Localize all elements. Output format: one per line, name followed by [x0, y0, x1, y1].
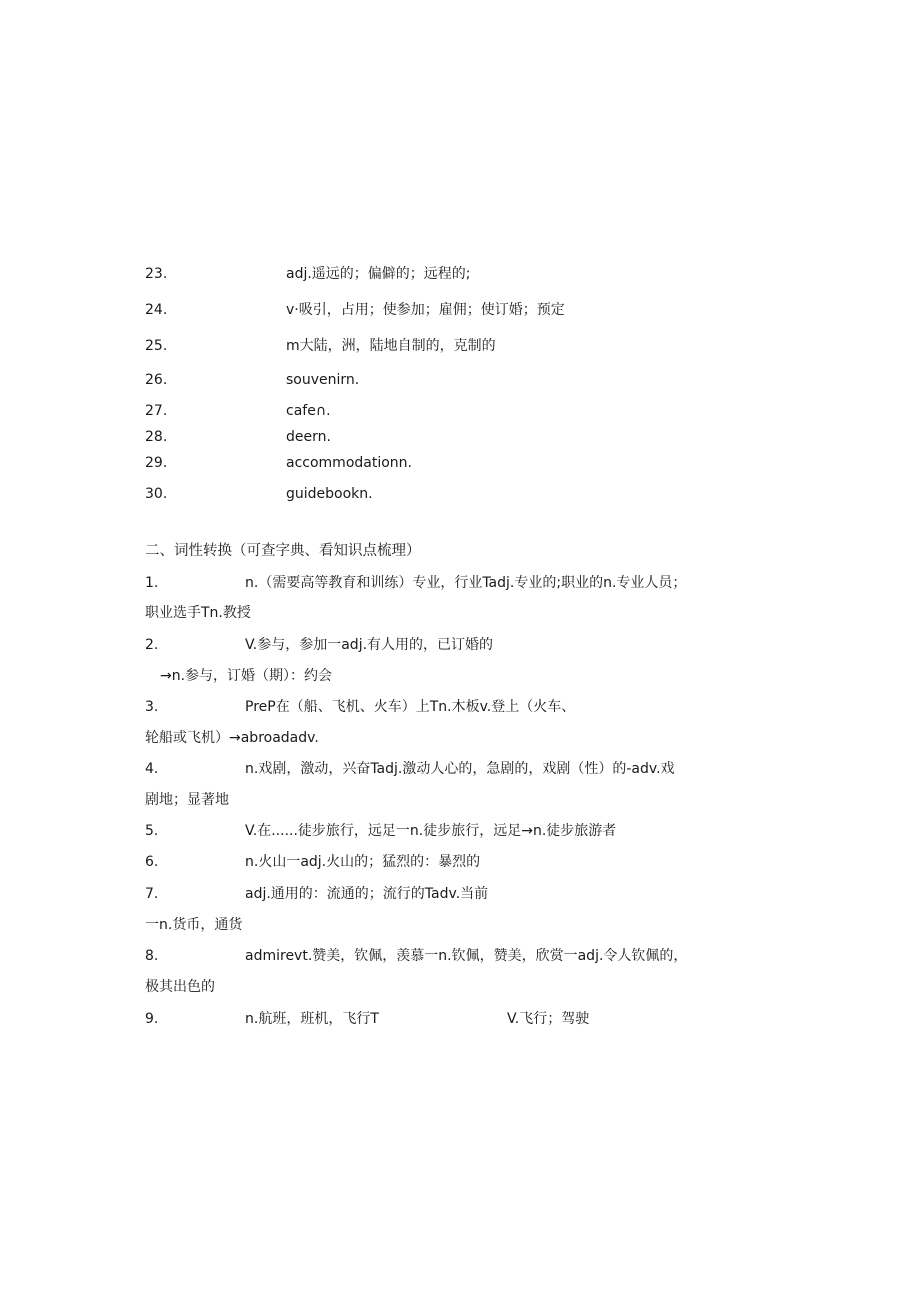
item-number: 5.	[145, 823, 159, 839]
item-number: 3.	[145, 699, 159, 715]
vocab-definition: cafe∩.	[286, 403, 331, 419]
vocab-number: 29.	[145, 455, 168, 471]
item-number: 8.	[145, 948, 159, 964]
item-text-continued: 轮船或飞机）→abroadadv.	[145, 730, 319, 746]
item-text: n.火山一adj.火山的；猛烈的：暴烈的	[245, 854, 481, 870]
item-text: PreP在（船、飞机、火车）上Tn.木板v.登上（火车、	[245, 699, 576, 715]
vocab-definition: souvenirn.	[286, 372, 360, 388]
item-text: n.航班，班机，飞行T	[245, 1011, 379, 1027]
item-text-continued: 极其出色的	[145, 979, 215, 995]
item-text-continued: →n.参与，订婚（期）：约会	[160, 668, 333, 684]
item-text-continued: 职业选手Tn.教授	[145, 605, 251, 621]
item-text: adj.通用的：流通的；流行的Tadv.当前	[245, 886, 489, 902]
vocab-definition: guidebookn.	[286, 486, 373, 502]
vocab-definition: adj.遥远的；偏僻的；远程的;	[286, 266, 471, 282]
item-text: V.参与，参加一adj.有人用的，已订婚的	[245, 637, 494, 653]
vocab-number: 30.	[145, 486, 168, 502]
item-number: 9.	[145, 1011, 159, 1027]
item-number: 7.	[145, 886, 159, 902]
vocab-number: 23.	[145, 266, 168, 282]
item-number: 6.	[145, 854, 159, 870]
item-text: admirevt.赞美，钦佩，羡慕一n.钦佩，赞美，欣赏一adj.令人钦佩的，	[245, 948, 688, 964]
item-text-second-part: V.飞行；驾驶	[507, 1011, 590, 1027]
item-text: n.戏剧，激动，兴奋Tadj.激动人心的，急剧的，戏剧（性）的-adv.戏	[245, 761, 675, 777]
item-text: V.在......徒步旅行，远足一n.徒步旅行，远足→n.徒步旅游者	[245, 823, 617, 839]
vocab-number: 27.	[145, 403, 168, 419]
vocab-number: 28.	[145, 429, 168, 445]
item-text: n.（需要高等教育和训练）专业，行业Tadj.专业的;职业的n.专业人员；	[245, 575, 687, 591]
vocab-number: 24.	[145, 302, 168, 318]
item-number: 1.	[145, 575, 159, 591]
item-text-continued: 一n.货币，通货	[145, 917, 243, 933]
vocab-definition: v·吸引，占用；使参加；雇佣；使订婚；预定	[286, 302, 565, 318]
item-text-continued: 剧地；显著地	[145, 792, 229, 808]
vocab-definition: deern.	[286, 429, 331, 445]
vocab-definition: m大陆，洲，陆地自制的，克制的	[286, 338, 496, 354]
item-number: 4.	[145, 761, 159, 777]
section-title: 二、词性转换（可查字典、看知识点梳理）	[145, 543, 421, 559]
item-number: 2.	[145, 637, 159, 653]
vocab-definition: accommodationn.	[286, 455, 412, 471]
vocab-number: 25.	[145, 338, 168, 354]
vocab-number: 26.	[145, 372, 168, 388]
